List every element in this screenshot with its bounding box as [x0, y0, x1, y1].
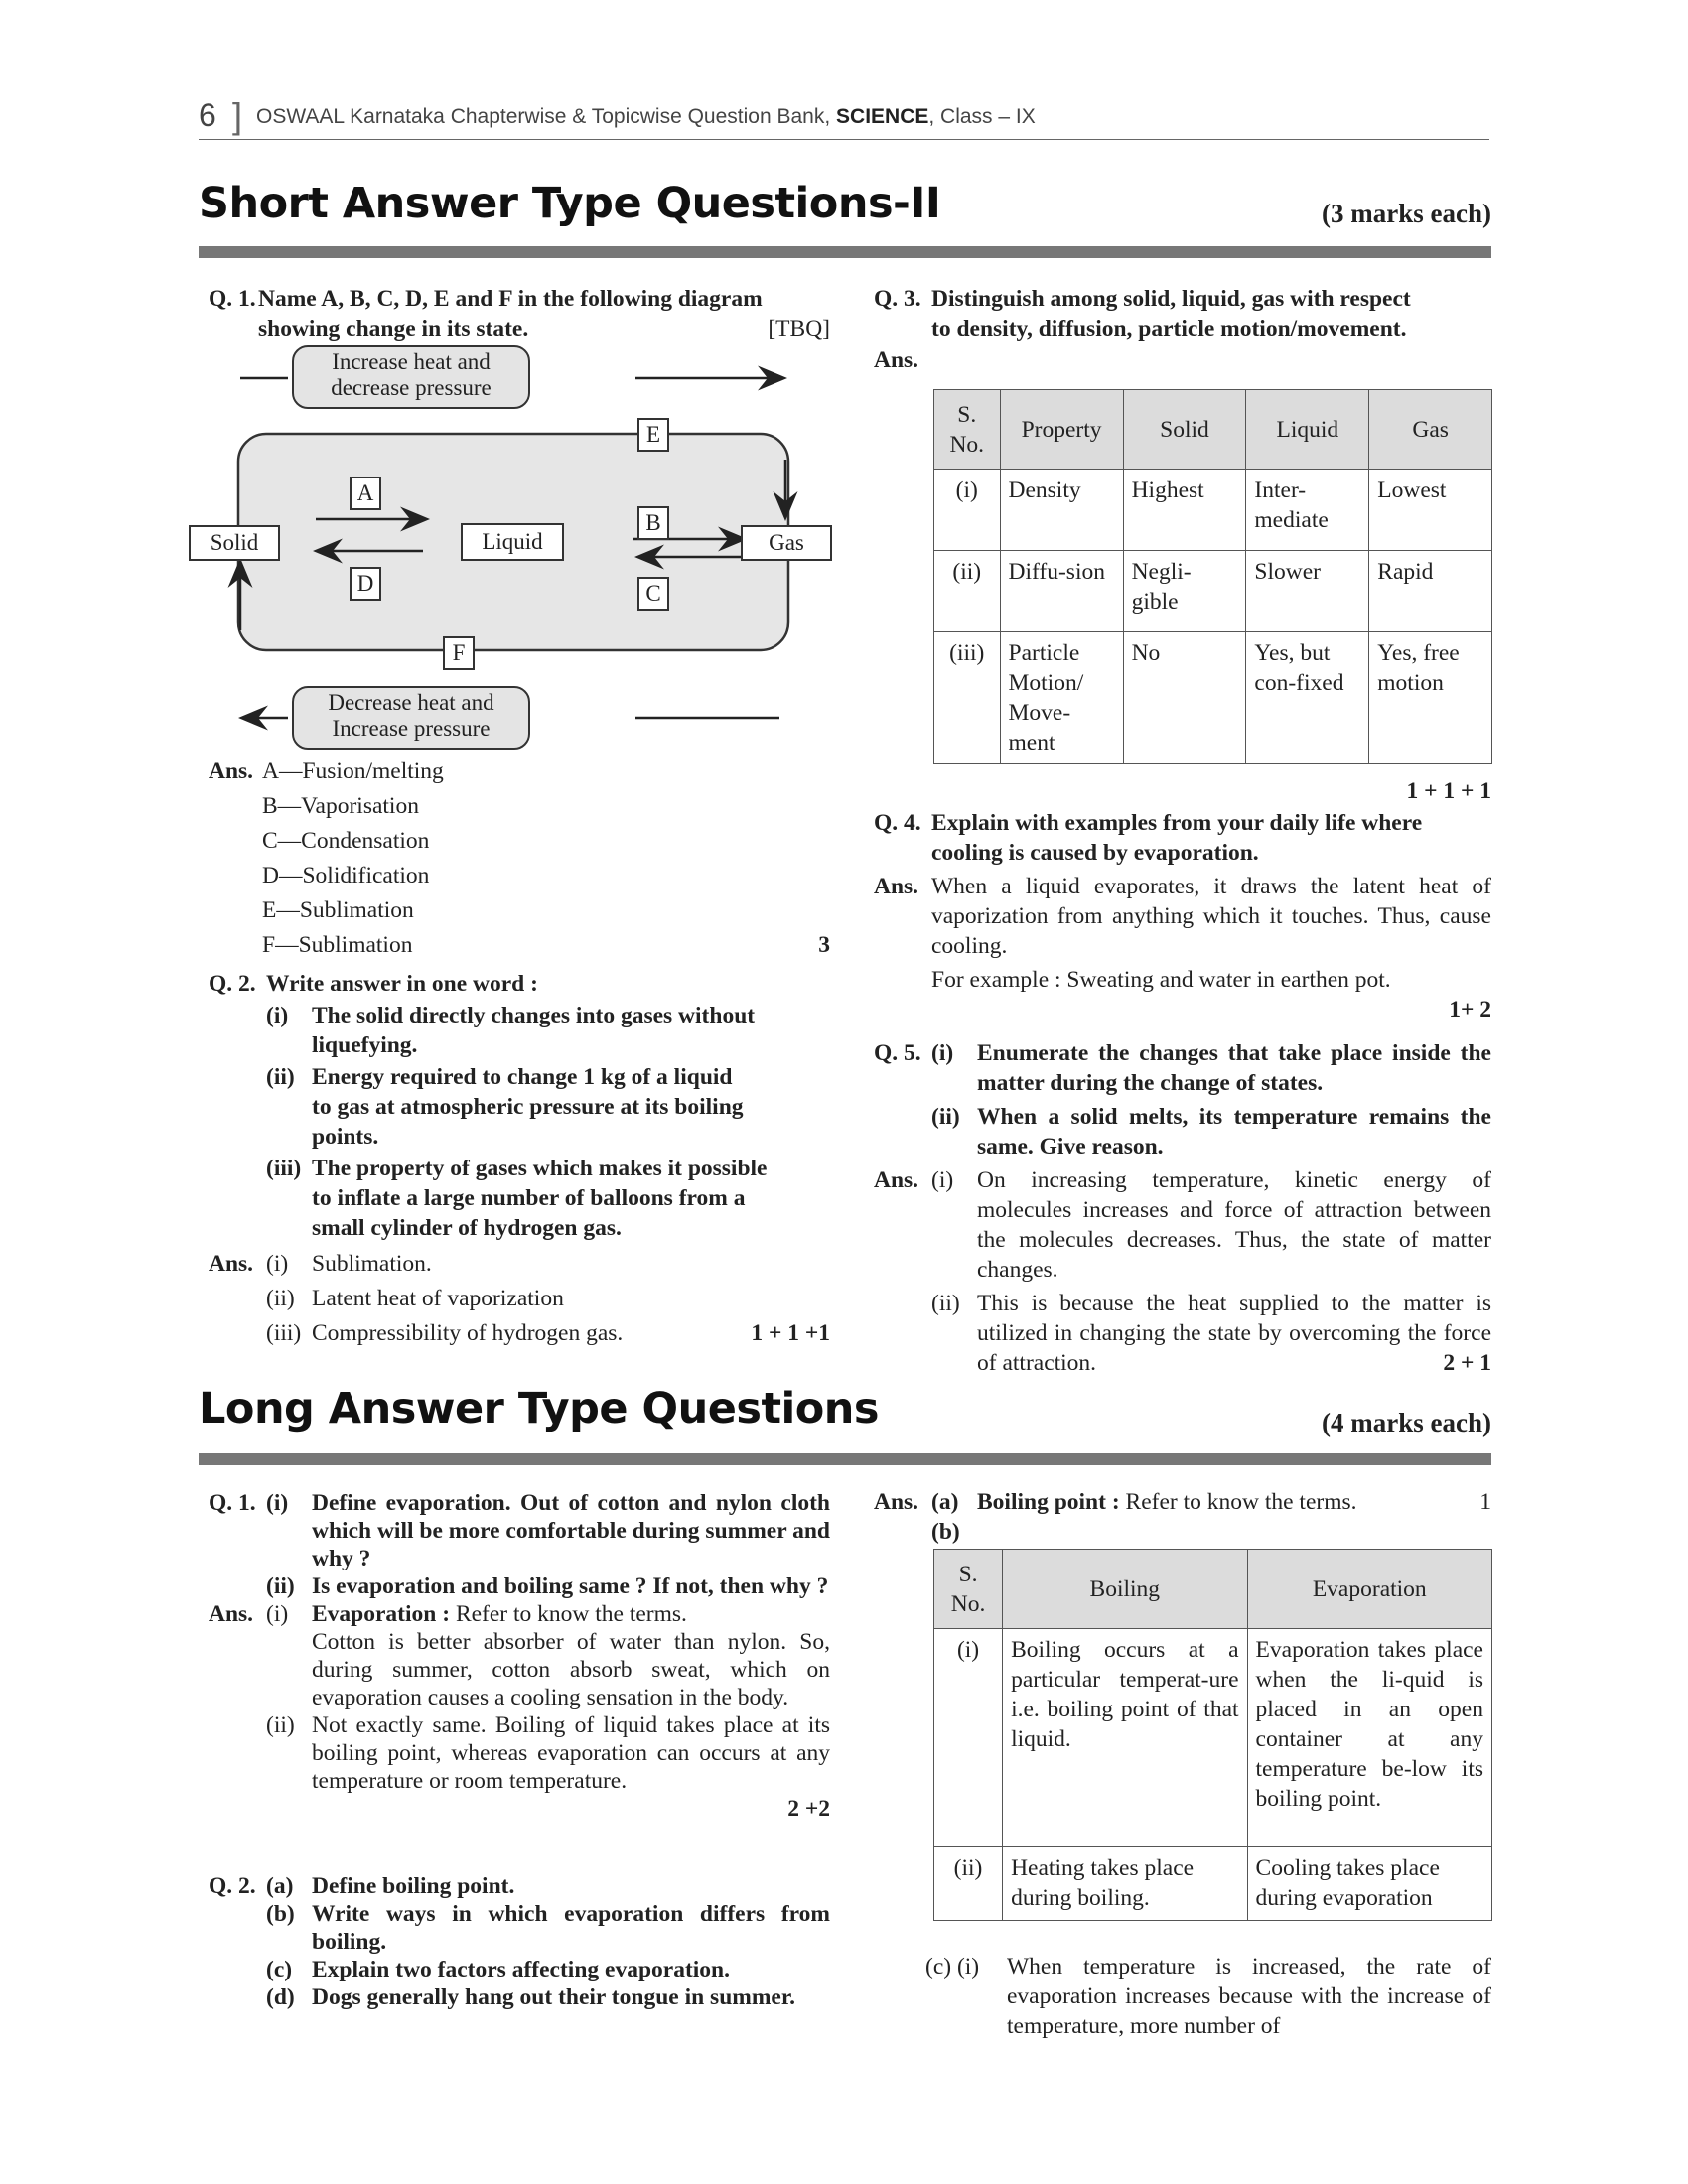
question-text: showing change in its state.	[258, 316, 529, 341]
label-c-box: C	[637, 577, 669, 611]
item-text: Explain two factors affecting evaporation.	[312, 1957, 730, 1982]
question-label: Q. 3.	[874, 286, 921, 312]
table-header: Liquid	[1246, 390, 1369, 470]
item-number: (d)	[266, 1984, 295, 2010]
table-cell: Cooling takes place during evaporation	[1247, 1847, 1491, 1921]
state-change-diagram	[189, 342, 844, 750]
table-cell: Slower	[1246, 551, 1369, 632]
answer-text: This is because the heat supplied to the matter is utilized in changing the state by overcoming the force of attraction.	[977, 1291, 1491, 1376]
question-label: Q. 1.	[209, 1490, 256, 1516]
question-text: Distinguish among solid, liquid, gas with respect	[931, 286, 1411, 312]
item-text: to inflate a large number of balloons from a	[312, 1185, 746, 1211]
question-label: Q. 2.	[209, 971, 256, 997]
running-header	[199, 95, 1489, 140]
decrease-heat-pill	[292, 686, 530, 750]
page-number: 6	[199, 97, 216, 133]
question-text: cooling is caused by evaporation.	[931, 840, 1259, 866]
item-text: liquefying.	[312, 1032, 418, 1058]
la-answer-c	[925, 1952, 1491, 2041]
answer-number: (iii)	[266, 1320, 302, 1346]
section-divider	[199, 246, 1491, 258]
table-cell: (ii)	[934, 1847, 1003, 1921]
sa-q3	[874, 284, 1491, 375]
label-b-box: B	[637, 506, 669, 540]
answer-item: E—Sublimation	[262, 897, 414, 923]
answer-label: Ans.	[209, 1251, 254, 1277]
table-row	[934, 1629, 1492, 1847]
item-text: Is evaporation and boiling same ? If not, then why ?	[312, 1573, 829, 1599]
item-text: points.	[312, 1124, 379, 1150]
item-number: (b)	[266, 1901, 295, 1927]
table-cell: (ii)	[934, 551, 1001, 632]
term-ref: Refer to know the terms.	[1119, 1489, 1357, 1515]
table-cell: (iii)	[934, 632, 1001, 764]
answer-label: Ans.	[209, 1601, 254, 1627]
label-e-box: E	[637, 418, 669, 452]
answer-text: When temperature is increased, the rate of evaporation increases because with the increase of temperature, more number of	[1007, 1954, 1491, 2039]
header-title	[256, 105, 1036, 129]
answer-item: C—Condensation	[262, 828, 430, 854]
table-row	[934, 632, 1492, 764]
header-title-prefix: OSWAAL Karnataka Chapterwise & Topicwise Question Bank,	[256, 105, 837, 128]
table-cell: (i)	[934, 470, 1001, 551]
liquid-box: Liquid	[461, 523, 564, 561]
header-bracket: ]	[232, 95, 243, 136]
answer-number: (i)	[931, 1167, 954, 1193]
answer-number: (ii)	[931, 1291, 960, 1316]
question-text: Write answer in one word :	[266, 971, 538, 997]
table-header: S. No.	[934, 390, 1001, 470]
answer-example: For example : Sweating and water in earthen pot.	[931, 967, 1391, 993]
marks: 1 + 1 + 1	[1406, 778, 1491, 804]
question-label: Q. 1.	[209, 286, 256, 312]
item-text: The property of gases which makes it possible	[312, 1156, 768, 1181]
table-cell: Particle Motion/ Move-ment	[1000, 632, 1123, 764]
answer-text: Latent heat of vaporization	[312, 1286, 564, 1311]
term-heading: Boiling point :	[977, 1489, 1120, 1515]
table-cell: Density	[1000, 470, 1123, 551]
pill-text: Decrease heat and	[328, 690, 494, 715]
answer-label: Ans.	[874, 1167, 919, 1193]
table-header: Boiling	[1003, 1550, 1247, 1629]
table-header: S. No.	[934, 1550, 1003, 1629]
label-f-box: F	[443, 636, 475, 670]
section-title-long-answer: Long Answer Type Questions	[199, 1384, 879, 1433]
states-comparison-table	[933, 389, 1492, 764]
marks: 1	[1479, 1489, 1491, 1515]
term-ref: Refer to know the terms.	[450, 1601, 687, 1627]
marks: 2 + 1	[1443, 1350, 1491, 1376]
header-subject: SCIENCE	[836, 105, 929, 128]
table-cell: Highest	[1123, 470, 1246, 551]
item-number: (ii)	[266, 1064, 295, 1090]
table-header: Solid	[1123, 390, 1246, 470]
table-cell: Inter-mediate	[1246, 470, 1369, 551]
answer-number: (ii)	[266, 1712, 295, 1738]
section-title-short-answer: Short Answer Type Questions-II	[199, 179, 941, 228]
answer-item: F—Sublimation	[262, 932, 413, 958]
answer-text: Cotton is better absorber of water than nylon. So, during summer, cotton absorb sweat, which on evaporation causes a cooling sensation in the body.	[312, 1629, 830, 1710]
item-number: (i)	[266, 1003, 289, 1028]
table-header: Evaporation	[1247, 1550, 1491, 1629]
question-text: Name A, B, C, D, E and F in the following diagram	[258, 286, 763, 312]
item-text: When a solid melts, its temperature remains the same. Give reason.	[977, 1104, 1491, 1160]
answer-number: (i)	[266, 1251, 289, 1277]
item-text: to gas at atmospheric pressure at its boiling	[312, 1094, 744, 1120]
answer-number: (a)	[931, 1489, 959, 1515]
marks: 2 +2	[787, 1796, 830, 1822]
answer-text: Not exactly same. Boiling of liquid takes place at its boiling point, whereas evaporation can occurs at any temperature or room temperature.	[312, 1712, 830, 1794]
item-number: (ii)	[931, 1104, 960, 1130]
item-number: (a)	[266, 1873, 294, 1899]
answer-text: Compressibility of hydrogen gas.	[312, 1320, 624, 1346]
answer-label: Ans.	[874, 874, 919, 899]
answer-label: Ans.	[874, 347, 919, 373]
item-text: Define evaporation. Out of cotton and nylon cloth which will be more comfortable during summer and why ?	[312, 1490, 830, 1571]
term-heading: Evaporation :	[312, 1601, 451, 1627]
table-cell: Boiling occurs at a particular temperat-ure i.e. boiling point of that liquid.	[1003, 1629, 1247, 1847]
marks: 1+ 2	[1449, 997, 1491, 1023]
item-text: Define boiling point.	[312, 1873, 515, 1899]
answer-number: (b)	[931, 1519, 960, 1545]
pill-text: Increase pressure	[332, 716, 491, 741]
item-text: small cylinder of hydrogen gas.	[312, 1215, 622, 1241]
answer-text: On increasing temperature, kinetic energy of molecules increases and force of attraction between the molecules decreases. Thus, the state of matter changes.	[977, 1167, 1491, 1283]
table-cell: Yes, free motion	[1369, 632, 1492, 764]
table-cell: Evaporation takes place when the li-quid is placed in an open container at any temperature be-low its boiling point.	[1247, 1629, 1491, 1847]
boiling-evaporation-table	[933, 1549, 1492, 1921]
item-number: (i)	[931, 1040, 954, 1066]
table-cell: No	[1123, 632, 1246, 764]
answer-item: B—Vaporisation	[262, 793, 419, 819]
sa-q4	[874, 808, 1491, 1024]
sa-q5	[874, 1038, 1491, 1378]
question-label: Q. 2.	[209, 1873, 256, 1899]
table-cell: Heating takes place during boiling.	[1003, 1847, 1247, 1921]
table-cell: Negli-gible	[1123, 551, 1246, 632]
section-marks-short-answer: (3 marks each)	[1322, 199, 1491, 228]
item-text: The solid directly changes into gases without	[312, 1003, 756, 1028]
answer-number: (c) (i)	[925, 1954, 980, 1979]
item-number: (iii)	[266, 1156, 302, 1181]
table-row	[934, 551, 1492, 632]
table-cell: Lowest	[1369, 470, 1492, 551]
sa-q2	[209, 969, 830, 1351]
question-text: Explain with examples from your daily life where	[931, 810, 1423, 836]
tbq-tag: [TBQ]	[768, 316, 830, 341]
answer-text: When a liquid evaporates, it draws the latent heat of vaporization from anything which it touches. Thus, cause cooling.	[931, 874, 1491, 959]
answer-text: Sublimation.	[312, 1251, 432, 1277]
gas-box: Gas	[741, 525, 832, 561]
item-number: (c)	[266, 1957, 293, 1982]
table-header: Gas	[1369, 390, 1492, 470]
item-text: Dogs generally hang out their tongue in summer.	[312, 1984, 795, 2010]
section-divider	[199, 1453, 1491, 1465]
increase-heat-pill	[292, 345, 530, 409]
table-cell: Diffu-sion	[1000, 551, 1123, 632]
solid-box: Solid	[189, 525, 280, 561]
item-text: Enumerate the changes that take place inside the matter during the change of states.	[977, 1040, 1491, 1096]
header-title-suffix: , Class – IX	[928, 105, 1036, 128]
sa-q1-answer	[209, 754, 830, 963]
table-row	[934, 1847, 1492, 1921]
answer-number: (i)	[266, 1601, 289, 1627]
answer-label: Ans.	[209, 758, 254, 784]
item-text: Write ways in which evaporation differs from boiling.	[312, 1901, 830, 1955]
question-label: Q. 4.	[874, 810, 921, 836]
question-text: to density, diffusion, particle motion/movement.	[931, 316, 1407, 341]
marks: 1 + 1 +1	[751, 1320, 830, 1346]
answer-label: Ans.	[874, 1489, 919, 1515]
table-row	[934, 470, 1492, 551]
question-label: Q. 5.	[874, 1040, 921, 1066]
table-cell: (i)	[934, 1629, 1003, 1847]
table-header: Property	[1000, 390, 1123, 470]
la-q2-answer	[874, 1487, 1491, 1547]
label-d-box: D	[350, 567, 381, 601]
la-q2	[209, 1872, 830, 2011]
la-q1	[209, 1489, 830, 1823]
answer-item: D—Solidification	[262, 863, 430, 888]
item-number: (i)	[266, 1490, 289, 1516]
sa-q1	[209, 284, 830, 343]
pill-text: decrease pressure	[331, 375, 492, 400]
table-cell: Rapid	[1369, 551, 1492, 632]
section-marks-long-answer: (4 marks each)	[1322, 1408, 1491, 1437]
label-a-box: A	[350, 477, 381, 510]
answer-number: (ii)	[266, 1286, 295, 1311]
item-text: Energy required to change 1 kg of a liquid	[312, 1064, 733, 1090]
answer-item: A—Fusion/melting	[262, 758, 444, 784]
marks: 3	[818, 932, 830, 958]
table-cell: Yes, but con-fixed	[1246, 632, 1369, 764]
pill-text: Increase heat and	[332, 349, 491, 374]
item-number: (ii)	[266, 1573, 295, 1599]
